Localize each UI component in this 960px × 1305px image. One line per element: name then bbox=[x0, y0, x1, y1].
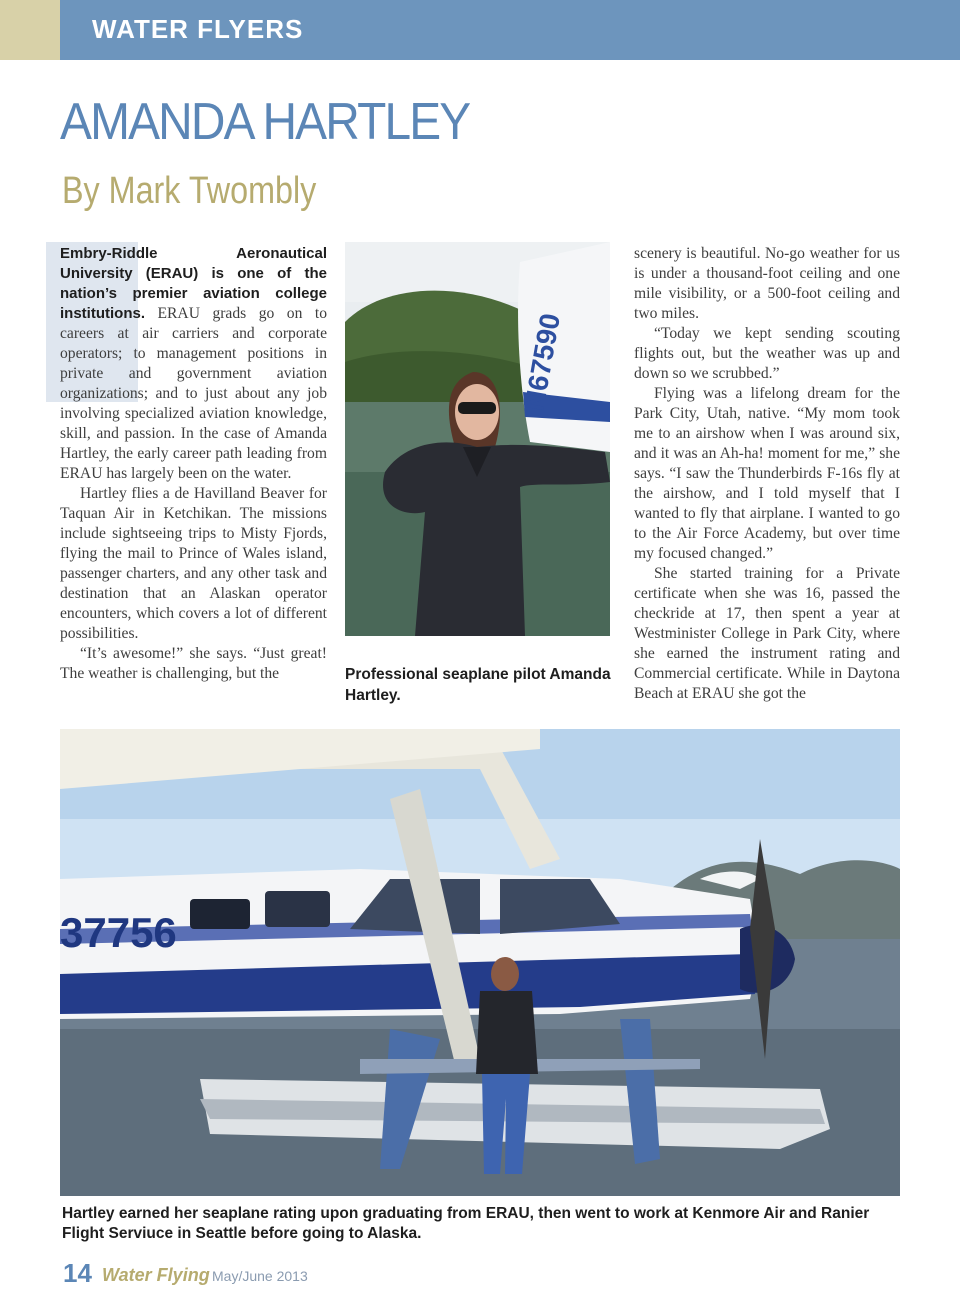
article-byline: By Mark Twombly bbox=[62, 170, 317, 212]
issue-date: May/June 2013 bbox=[212, 1268, 308, 1284]
paragraph: “Today we kept sending scouting flights out, but the weather was up and down so we scrubbed.” bbox=[634, 325, 900, 382]
article-title: AMANDA HARTLEY bbox=[60, 93, 470, 151]
paragraph: Flying was a lifelong dream for the Park City, Utah, native. “My mom took me to an airshow when I was around six, and it was an Ah-ha! moment for me,” she says. “I saw the Thunderbirds F-16s fly at the airshow, and I told myself that I wanted to fly that airplane. I wanted to go to the Air Force Academy, but over time my focused changed.” bbox=[634, 385, 900, 562]
section-title: WATER FLYERS bbox=[92, 14, 304, 44]
seaplane-caption: Hartley earned her seaplane rating upon graduating from ERAU, then went to work at Kenmore Air and Ranier Flight Serviuce in Seattle before going to Alaska. bbox=[62, 1205, 870, 1242]
paragraph: “It’s awesome!” she says. “Just great! The weather is challenging, but the bbox=[60, 645, 327, 682]
lead-sentence: Embry-Riddle Aeronautical University (ERAU) is one of the nation’s premier aviation college institutions. bbox=[60, 245, 327, 322]
top-tail-number: N67590 bbox=[518, 311, 566, 414]
bottom-tail-number: 37756 bbox=[60, 909, 177, 956]
left-column bbox=[60, 244, 327, 684]
seaplane-photo bbox=[60, 729, 900, 1196]
page-number: 14 bbox=[63, 1258, 92, 1288]
paragraph: scenery is beautiful. No-go weather for us is under a thousand-foot ceiling and one mile visibility, or a 500-foot ceiling and two miles. bbox=[634, 245, 900, 322]
paragraph bbox=[60, 244, 327, 484]
header-accent-block bbox=[0, 0, 60, 60]
paragraph-text: ERAU grads go on to careers at air carriers and corporate operators; to management positions in private and government aviation organizations; and to just about any job involving specialized aviation knowledge, skill, and passion. In the case of Amanda Hartley, the early career path leading from ERAU has largely been on the water. bbox=[60, 305, 327, 482]
paragraph: Hartley flies a de Havilland Beaver for Taquan Air in Ketchikan. The missions include sightseeing trips to Misty Fjords, flying the mail to Prince of Wales island, passenger charters, and any other task and destination that an Alaskan operator encounters, which covers a lot of different possibilities. bbox=[60, 485, 327, 642]
paragraph: She started training for a Private certificate when she was 16, passed the checkride at 17, then spent a year at Westminister College in Park City, where she earned the instrument rating and Commercial certificate. While in Daytona Beach at ERAU she got the bbox=[634, 565, 900, 702]
pilot-portrait-photo bbox=[345, 242, 610, 636]
publication-name: Water Flying bbox=[102, 1265, 210, 1285]
right-column bbox=[634, 244, 900, 704]
portrait-caption: Professional seaplane pilot Amanda Hartley. bbox=[345, 666, 611, 704]
